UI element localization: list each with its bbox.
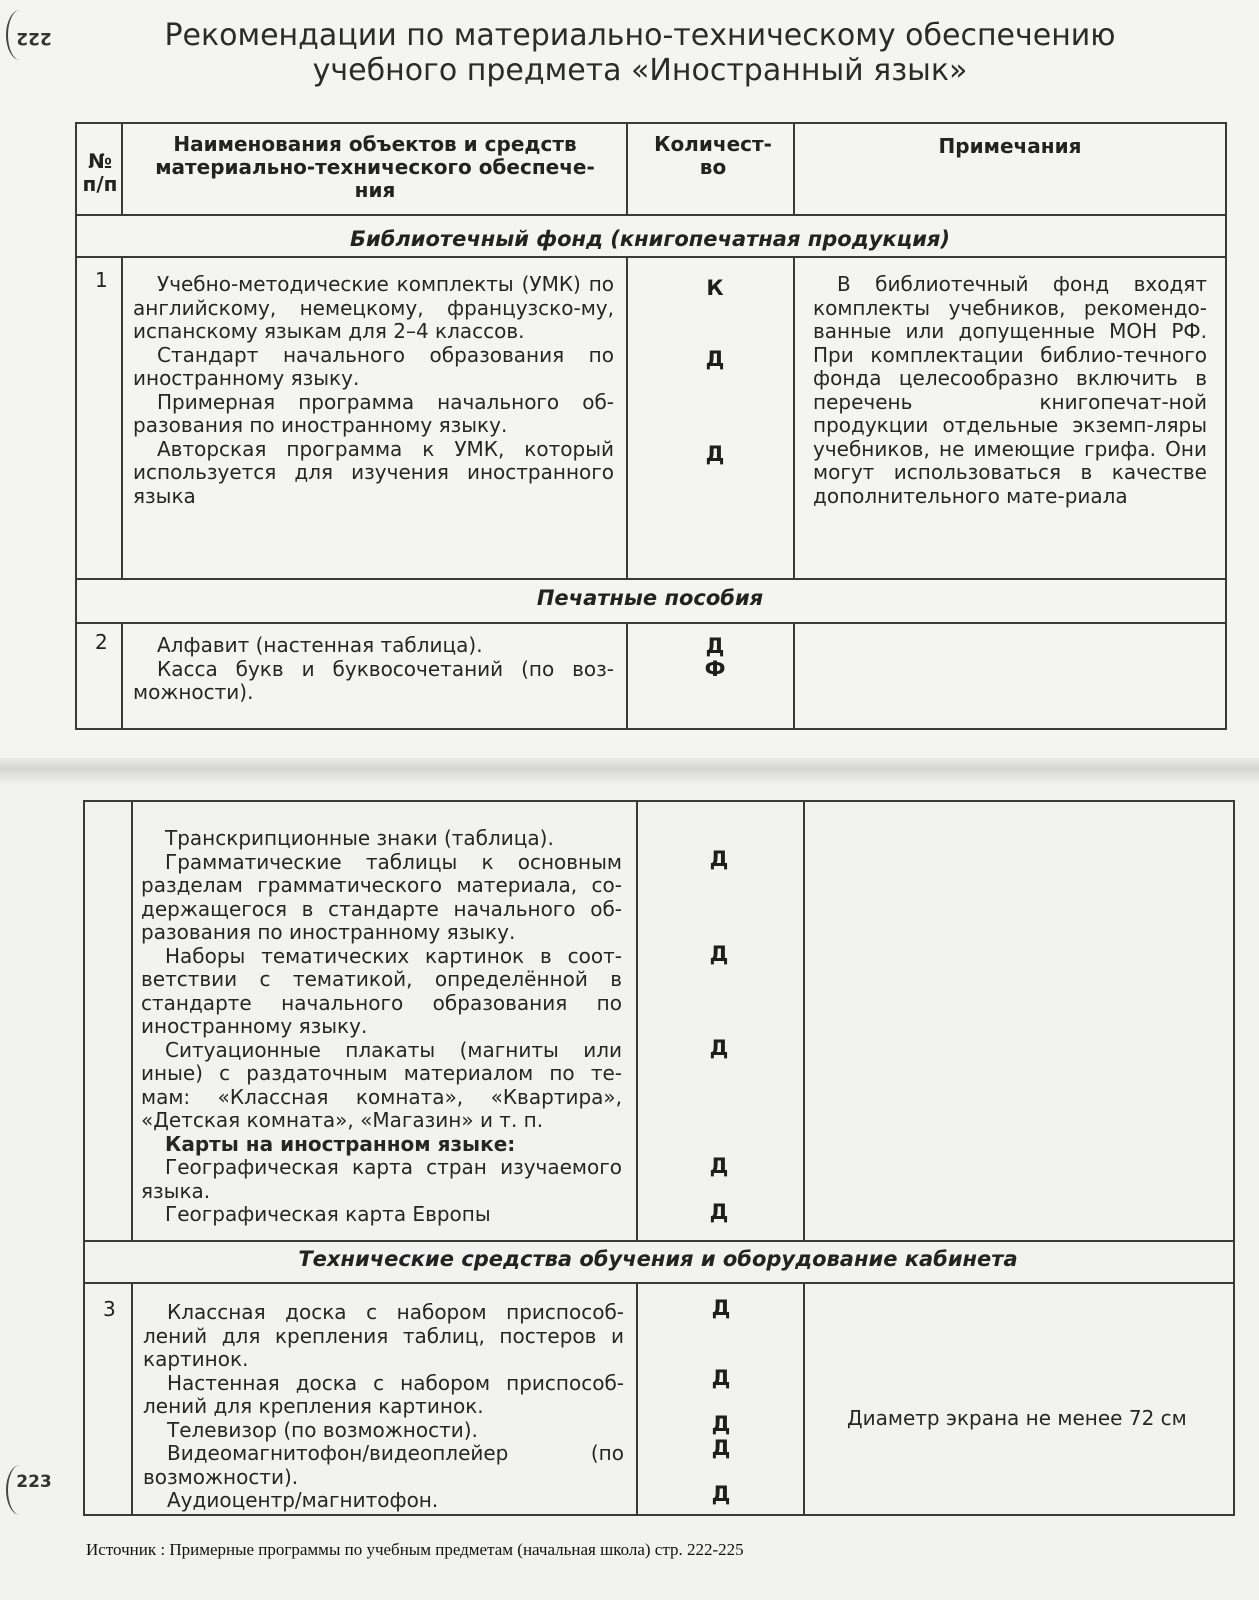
qty-mark: Ф bbox=[704, 657, 726, 681]
col-divider bbox=[131, 1282, 133, 1516]
qty-mark: Д bbox=[709, 847, 729, 871]
row-number: 1 bbox=[95, 268, 108, 292]
qty-mark: Д bbox=[709, 1200, 729, 1224]
header-notes: Примечания bbox=[938, 134, 1082, 158]
col-divider bbox=[121, 122, 123, 214]
col-divider bbox=[793, 122, 795, 214]
section-tech: Технические средства обучения и оборудование кабинета bbox=[298, 1247, 1018, 1271]
qty-mark: Д bbox=[705, 347, 725, 371]
list-item: Грамматические таблицы к основным разделам грамматического материала, со-держащегося в стандарте начального об-разования по иностранному языку. bbox=[141, 849, 622, 944]
list-item: Стандарт начального образования по иностранному языку. bbox=[133, 342, 614, 390]
list-item: Ситуационные плакаты (магниты или иные) с раздаточным материалом по те-мам: «Классная комната», «Квартира», «Детская комната», «Магазин» и т. п. bbox=[141, 1037, 622, 1132]
row-divider bbox=[83, 1282, 1235, 1284]
list-item: Авторская программа к УМК, который используется для изучения иностранного языка bbox=[133, 436, 614, 508]
list-item: Алфавит (настенная таблица). bbox=[157, 633, 483, 657]
qty-mark: Д bbox=[711, 1482, 731, 1506]
page-number-bottom: 223 bbox=[16, 1472, 52, 1492]
col-divider bbox=[131, 800, 133, 1240]
qty-mark: Д bbox=[711, 1366, 731, 1390]
col-divider bbox=[121, 622, 123, 730]
row2-items bbox=[133, 634, 614, 705]
list-item: Классная доска с набором приспособ-лений для крепления таблиц, постеров и картинок. bbox=[143, 1300, 624, 1371]
qty-mark: Д bbox=[709, 1036, 729, 1060]
list-item: Наборы тематических картинок в соот-ветствии с тематикой, определённой в стандарте начального образования по иностранному языку. bbox=[141, 943, 622, 1038]
list-item: Географическая карта Европы bbox=[165, 1202, 491, 1226]
qty-mark: Д bbox=[711, 1436, 731, 1460]
row3-note: Диаметр экрана не менее 72 см bbox=[847, 1406, 1187, 1430]
row1-note bbox=[813, 273, 1207, 508]
qty-mark: Д bbox=[705, 442, 725, 466]
row-divider bbox=[75, 256, 1227, 258]
row-number: 3 bbox=[103, 1297, 116, 1321]
qty-mark: Д bbox=[705, 634, 725, 658]
row-divider bbox=[75, 578, 1227, 580]
header-qty: Количест-во bbox=[654, 132, 772, 179]
list-item: Касса букв и буквосочетаний (по воз-можности). bbox=[133, 656, 614, 704]
row2-cont-items bbox=[141, 827, 622, 1227]
maps-heading: Карты на иностранном языке: bbox=[165, 1131, 516, 1156]
row3-items bbox=[143, 1301, 624, 1513]
qty-mark: Д bbox=[711, 1296, 731, 1320]
qty-mark: К bbox=[706, 276, 724, 300]
list-item: Настенная доска с набором приспособ-лений для крепления картинок. bbox=[143, 1370, 624, 1418]
source-caption: Источник : Примерные программы по учебным предметам (начальная школа) стр. 222-225 bbox=[86, 1540, 744, 1559]
header-name: Наименования объектов и средств материально-технического обеспече-ния bbox=[155, 132, 595, 202]
list-item: Учебно-методические комплекты (УМК) по английскому, немецкому, французско-му, испанскому языкам для 2–4 классов. bbox=[133, 272, 614, 343]
title-line-1: Рекомендации по материально-техническому обеспечению bbox=[164, 18, 1116, 53]
list-item: Аудиоцентр/магнитофон. bbox=[167, 1488, 439, 1512]
row-divider bbox=[75, 214, 1227, 216]
qty-mark: Д bbox=[709, 942, 729, 966]
page-fold bbox=[0, 758, 1259, 782]
list-item: Видеомагнитофон/видеоплейер (по возможности). bbox=[143, 1441, 624, 1489]
qty-mark: Д bbox=[711, 1412, 731, 1436]
list-item: Примерная программа начального об-разования по иностранному языку. bbox=[133, 389, 614, 437]
list-item: Транскрипционные знаки (таблица). bbox=[165, 826, 554, 850]
page-title bbox=[140, 18, 1140, 88]
col-divider bbox=[626, 256, 628, 578]
col-divider bbox=[626, 622, 628, 730]
row-divider bbox=[75, 622, 1227, 624]
section-library: Библиотечный фонд (книгопечатная продукция) bbox=[350, 227, 950, 251]
col-divider bbox=[803, 800, 805, 1240]
title-line-2: учебного предмета «Иностранный язык» bbox=[312, 53, 968, 88]
section-print: Печатные пособия bbox=[536, 586, 764, 610]
col-divider bbox=[626, 122, 628, 214]
page-number-top: 222 bbox=[16, 28, 52, 48]
col-divider bbox=[121, 256, 123, 578]
qty-mark: Д bbox=[709, 1154, 729, 1178]
list-item: Географическая карта стран изучаемого языка. bbox=[141, 1155, 622, 1203]
row1-items bbox=[133, 273, 614, 508]
col-divider bbox=[636, 800, 638, 1240]
col-divider bbox=[793, 622, 795, 730]
col-divider bbox=[803, 1282, 805, 1516]
list-item: Телевизор (по возможности). bbox=[167, 1417, 478, 1442]
col-divider bbox=[793, 256, 795, 578]
col-divider bbox=[636, 1282, 638, 1516]
note-text: В библиотечный фонд входят комплекты учебников, рекомендо-ванные или допущенные МОН РФ. При комплектации библио-течного фонда целесообразно включить в перечень книгопечат-ной продукции отдельные экземп-ляры учебников, не имеющие грифа. Они могут использоваться в качестве дополнительного мате-риала bbox=[813, 272, 1207, 508]
header-num: № п/п bbox=[82, 149, 118, 196]
row-divider bbox=[83, 1240, 1235, 1242]
row-number: 2 bbox=[95, 630, 108, 654]
